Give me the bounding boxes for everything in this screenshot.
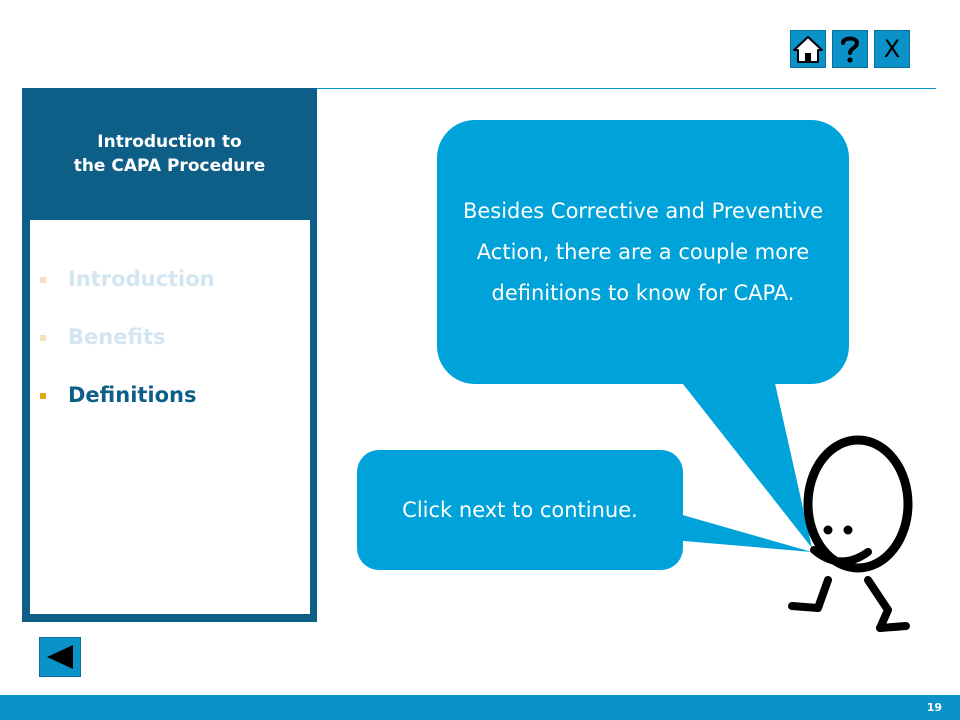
- nav-list: [40, 250, 215, 424]
- nav-item-definitions[interactable]: [40, 366, 215, 424]
- bullet-icon: [40, 277, 46, 283]
- back-arrow-icon: [45, 643, 75, 671]
- egg-character-illustration: [780, 430, 920, 635]
- side-panel: [22, 88, 317, 622]
- speech-bubble-hint: [357, 450, 683, 570]
- course-title: [22, 88, 317, 220]
- home-button[interactable]: [790, 30, 826, 68]
- close-label: X: [883, 35, 901, 63]
- close-button[interactable]: [874, 30, 910, 68]
- nav-item-benefits[interactable]: [40, 308, 215, 366]
- top-divider: [316, 88, 936, 89]
- home-icon: [793, 35, 823, 63]
- nav-item-label: Introduction: [68, 267, 215, 291]
- help-icon: [838, 34, 862, 64]
- speech-bubble-text: Besides Corrective and Preventive Action, there are a couple more definitions to know for CAPA.: [462, 198, 824, 305]
- nav-item-label: Definitions: [68, 383, 197, 407]
- toolbar: [790, 30, 910, 68]
- speech-bubble-main: [437, 120, 849, 384]
- bullet-icon: [40, 335, 46, 341]
- page-number: 19: [926, 701, 942, 714]
- course-title-line2: the CAPA Procedure: [73, 156, 266, 176]
- nav-item-introduction[interactable]: [40, 250, 215, 308]
- bullet-icon: [40, 393, 46, 399]
- back-button[interactable]: [39, 637, 81, 677]
- side-nav: [30, 220, 310, 614]
- footer-bar: [0, 695, 960, 720]
- course-title-line1: Introduction to: [97, 132, 242, 152]
- hint-text: Click next to continue.: [402, 498, 638, 522]
- nav-item-label: Benefits: [68, 325, 166, 349]
- help-button[interactable]: [832, 30, 868, 68]
